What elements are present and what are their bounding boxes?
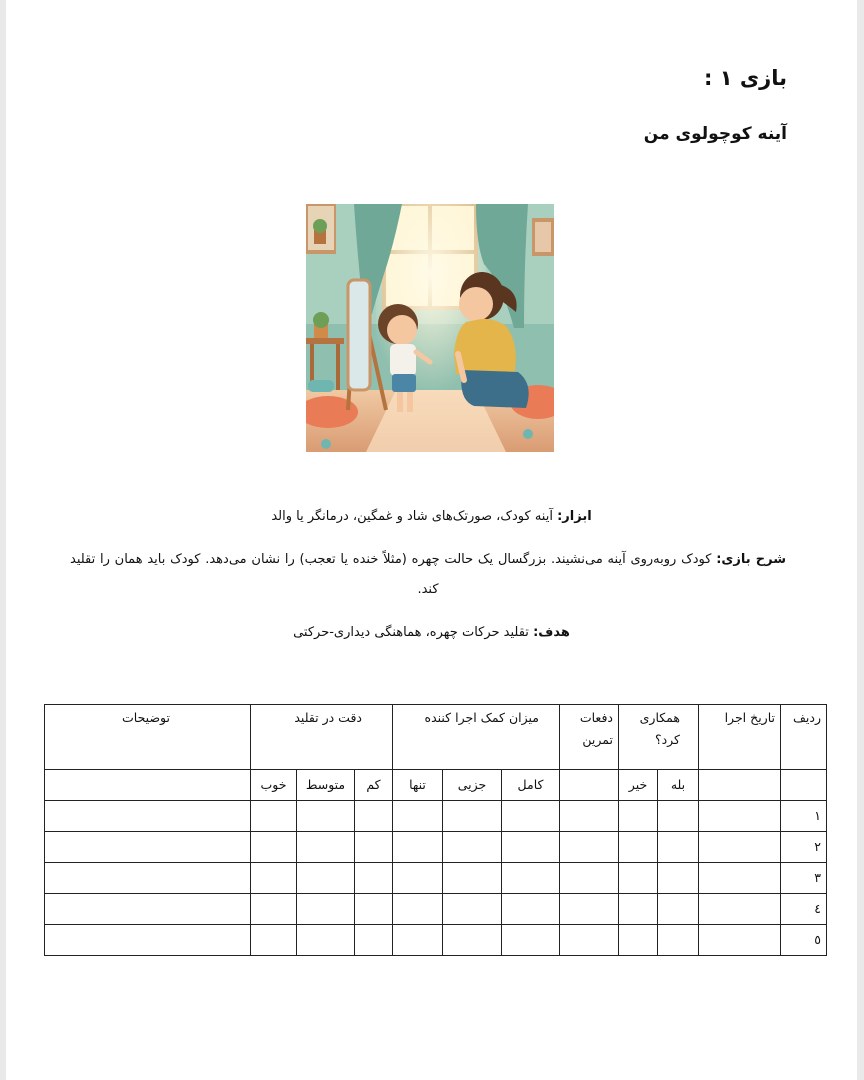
row-number: ٥ — [781, 925, 827, 956]
header-help: میزان کمک اجرا کننده — [393, 705, 560, 770]
good-cell[interactable] — [251, 801, 297, 832]
header-date: تاریخ اجرا — [699, 705, 781, 770]
date-cell[interactable] — [699, 863, 781, 894]
subheader-empty-practice — [560, 770, 619, 801]
practice-cell[interactable] — [560, 801, 619, 832]
partial-cell[interactable] — [443, 832, 502, 863]
no-cell[interactable] — [619, 832, 658, 863]
table-row — [45, 894, 827, 925]
notes-cell[interactable] — [45, 925, 251, 956]
low-cell[interactable] — [355, 801, 393, 832]
low-cell[interactable] — [355, 832, 393, 863]
practice-cell[interactable] — [560, 832, 619, 863]
good-cell[interactable] — [251, 894, 297, 925]
goal-label: هدف: — [533, 625, 570, 640]
good-cell[interactable] — [251, 863, 297, 894]
yes-cell[interactable] — [658, 801, 699, 832]
full-cell[interactable] — [502, 863, 560, 894]
date-cell[interactable] — [699, 894, 781, 925]
date-cell[interactable] — [699, 925, 781, 956]
row-number: ۲ — [781, 832, 827, 863]
medium-cell[interactable] — [297, 863, 355, 894]
header-practice — [560, 705, 619, 770]
full-cell[interactable] — [502, 801, 560, 832]
notes-cell[interactable] — [45, 894, 251, 925]
goal-line — [6, 618, 857, 648]
game-subtitle: آینه کوچولوی من — [643, 124, 787, 144]
header-accuracy: دقت در تقلید — [251, 705, 393, 770]
header-cooperation — [619, 705, 699, 770]
partial-cell[interactable] — [443, 801, 502, 832]
table-row — [45, 832, 827, 863]
subheader-empty-notes — [45, 770, 251, 801]
no-cell[interactable] — [619, 863, 658, 894]
yes-cell[interactable] — [658, 925, 699, 956]
low-cell[interactable] — [355, 863, 393, 894]
table-row — [45, 801, 827, 832]
tools-label: ابزار: — [557, 509, 592, 524]
header-notes: توضیحات — [45, 705, 251, 770]
subheader-empty-row — [781, 770, 827, 801]
date-cell[interactable] — [699, 832, 781, 863]
row-number: ۳ — [781, 863, 827, 894]
medium-cell[interactable] — [297, 925, 355, 956]
subheader-yes: بله — [658, 770, 699, 801]
low-cell[interactable] — [355, 925, 393, 956]
description-label: شرح بازی: — [716, 552, 786, 567]
practice-cell[interactable] — [560, 894, 619, 925]
header-cooperation-text: همکاری کرد؟ — [639, 710, 680, 747]
description-paragraph — [70, 545, 786, 605]
goal-text: تقلید حرکات چهره، هماهنگی دیداری-حرکتی — [293, 625, 529, 640]
header-practice-text: دفعات تمرین — [579, 710, 613, 747]
notes-cell[interactable] — [45, 801, 251, 832]
partial-cell[interactable] — [443, 925, 502, 956]
row-number: ۱ — [781, 801, 827, 832]
full-cell[interactable] — [502, 894, 560, 925]
notes-cell[interactable] — [45, 863, 251, 894]
alone-cell[interactable] — [393, 894, 443, 925]
table-subheader-row — [45, 770, 827, 801]
good-cell[interactable] — [251, 925, 297, 956]
yes-cell[interactable] — [658, 863, 699, 894]
row-number: ٤ — [781, 894, 827, 925]
alone-cell[interactable] — [393, 832, 443, 863]
practice-cell[interactable] — [560, 925, 619, 956]
medium-cell[interactable] — [297, 801, 355, 832]
game-title: بازی ۱ : — [704, 66, 787, 90]
yes-cell[interactable] — [658, 832, 699, 863]
no-cell[interactable] — [619, 801, 658, 832]
document-page — [6, 0, 857, 1080]
yes-cell[interactable] — [658, 894, 699, 925]
full-cell[interactable] — [502, 832, 560, 863]
subheader-full: کامل — [502, 770, 560, 801]
full-cell[interactable] — [502, 925, 560, 956]
tools-text: آینه کودک، صورتک‌های شاد و غمگین، درمانگر یا والد — [271, 509, 553, 524]
header-row-number: ردیف — [781, 705, 827, 770]
partial-cell[interactable] — [443, 863, 502, 894]
low-cell[interactable] — [355, 894, 393, 925]
tools-line — [6, 502, 857, 532]
subheader-alone: تنها — [393, 770, 443, 801]
alone-cell[interactable] — [393, 801, 443, 832]
subheader-low: کم — [355, 770, 393, 801]
no-cell[interactable] — [619, 925, 658, 956]
subheader-good: خوب — [251, 770, 297, 801]
notes-cell[interactable] — [45, 832, 251, 863]
medium-cell[interactable] — [297, 894, 355, 925]
table-row — [45, 863, 827, 894]
description-text: کودک روبه‌روی آینه می‌نشیند. بزرگسال یک حالت چهره (مثلاً خنده یا تعجب) را نشان می‌دهد. کودک باید همان را تقلید کند. — [70, 552, 712, 597]
table-header-row — [45, 705, 827, 770]
no-cell[interactable] — [619, 894, 658, 925]
subheader-no: خیر — [619, 770, 658, 801]
partial-cell[interactable] — [443, 894, 502, 925]
subheader-empty-date — [699, 770, 781, 801]
practice-cell[interactable] — [560, 863, 619, 894]
alone-cell[interactable] — [393, 863, 443, 894]
alone-cell[interactable] — [393, 925, 443, 956]
subheader-medium: متوسط — [297, 770, 355, 801]
table-row — [45, 925, 827, 956]
mother-child-mirror-illustration — [306, 204, 554, 452]
evaluation-table — [44, 704, 827, 956]
subheader-partial: جزیی — [443, 770, 502, 801]
date-cell[interactable] — [699, 801, 781, 832]
medium-cell[interactable] — [297, 832, 355, 863]
good-cell[interactable] — [251, 832, 297, 863]
